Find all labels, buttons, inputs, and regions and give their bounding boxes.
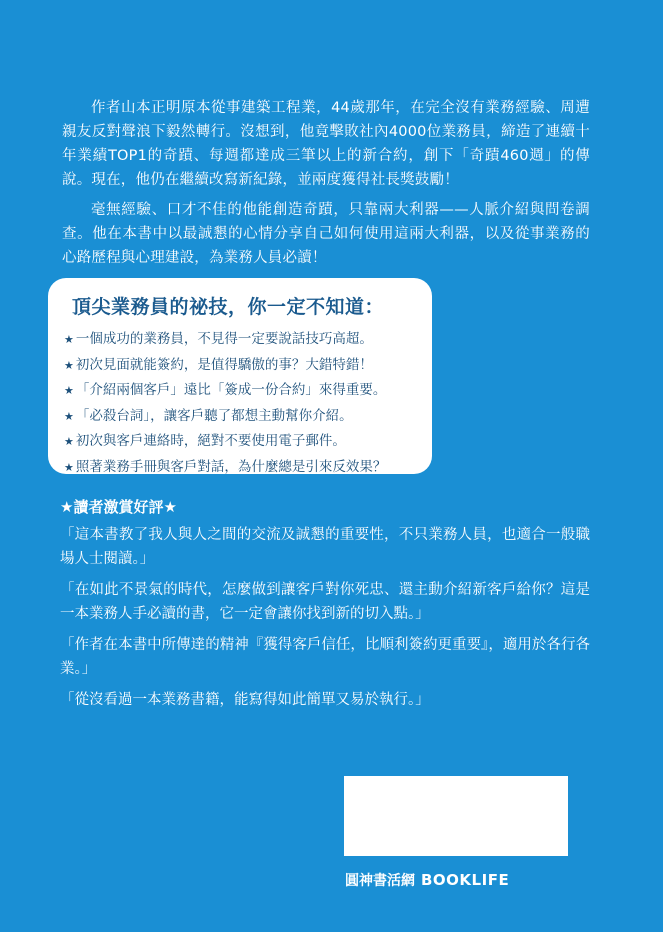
tip-text: 「必殺台詞」，讓客戶聽了都想主動幫你介紹。 (75, 407, 353, 424)
tip-text: 一個成功的業務員，不見得一定要說話技巧高超。 (75, 331, 373, 347)
tip-text: 初次見面就能簽約，是值得驕傲的事？大錯特錯！ (75, 356, 373, 373)
star-icon: ★ (64, 460, 74, 474)
star-icon: ★ (64, 358, 74, 372)
tips-list (64, 327, 416, 480)
tip-item (64, 353, 416, 379)
tip-item (64, 327, 416, 353)
review-quote: 「在如此不景氣的時代，怎麼做到讓客戶對你死忠、還主動介紹新客戶給你？這是一本業務人手必讀的書，它一定會讓你找到新的切入點。」 (60, 582, 590, 622)
review-quote: 「從沒看過一本業務書籍，能寫得如此簡單又易於執行。」 (60, 692, 430, 708)
reviews-title: ★讀者激賞好評★ (60, 498, 177, 516)
review-quote: 「這本書教了我人與人之間的交流及誠懇的重要性，不只業務人員，也適合一般職場人士閱讀。」 (60, 527, 590, 567)
intro-paragraph: 作者山本正明原本從事建築工程業，44歲那年，在完全沒有業務經驗、周遭親友反對聲浪下毅然轉行。沒想到，他竟擊敗社內4000位業務員，締造了連續十年業績TOP1的奇蹟、每週都達成三筆以上的新合約，創下「奇蹟460週」的傳說。現在，他仍在繼續改寫新紀錄，並兩度獲得社長獎鼓勵！ (62, 100, 590, 188)
publisher-name: 圓神書活網 (345, 873, 415, 889)
star-icon: ★ (64, 333, 74, 346)
star-icon: ★ (64, 384, 74, 397)
publisher-logo (345, 870, 509, 890)
intro-paragraph: 毫無經驗、口才不佳的他能創造奇蹟，只靠兩大利器——人脈介紹與問卷調查。他在本書中以最誠懇的心情分享自己如何使用這兩大利器，以及從事業務的心路歷程與心理建設，為業務人員必讀！ (62, 202, 590, 266)
tip-text: 照著業務手冊與客戶對話，為什麼總是引來反效果？ (75, 458, 387, 475)
barcode-area (344, 776, 568, 856)
tip-item (64, 378, 416, 404)
review-quote: 「作者在本書中所傳達的精神『獲得客戶信任，比順利簽約更重要』，適用於各行各業。」 (60, 637, 590, 677)
tips-card-title: 頂尖業務員的祕技，你一定不知道： (72, 296, 385, 318)
intro-text (62, 96, 590, 276)
tip-item (64, 429, 416, 455)
tip-text: 初次與客戶連絡時，絕對不要使用電子郵件。 (75, 433, 346, 449)
star-icon: ★ (64, 409, 74, 423)
publisher-brand: BOOKLIFE (421, 871, 510, 889)
star-icon: ★ (64, 435, 74, 448)
tip-text: 「介紹兩個客戶」遠比「簽成一份合約」來得重要。 (75, 382, 387, 398)
tip-item (64, 404, 416, 430)
tips-card (48, 278, 432, 474)
reader-reviews (62, 496, 590, 719)
tip-item (64, 455, 416, 481)
